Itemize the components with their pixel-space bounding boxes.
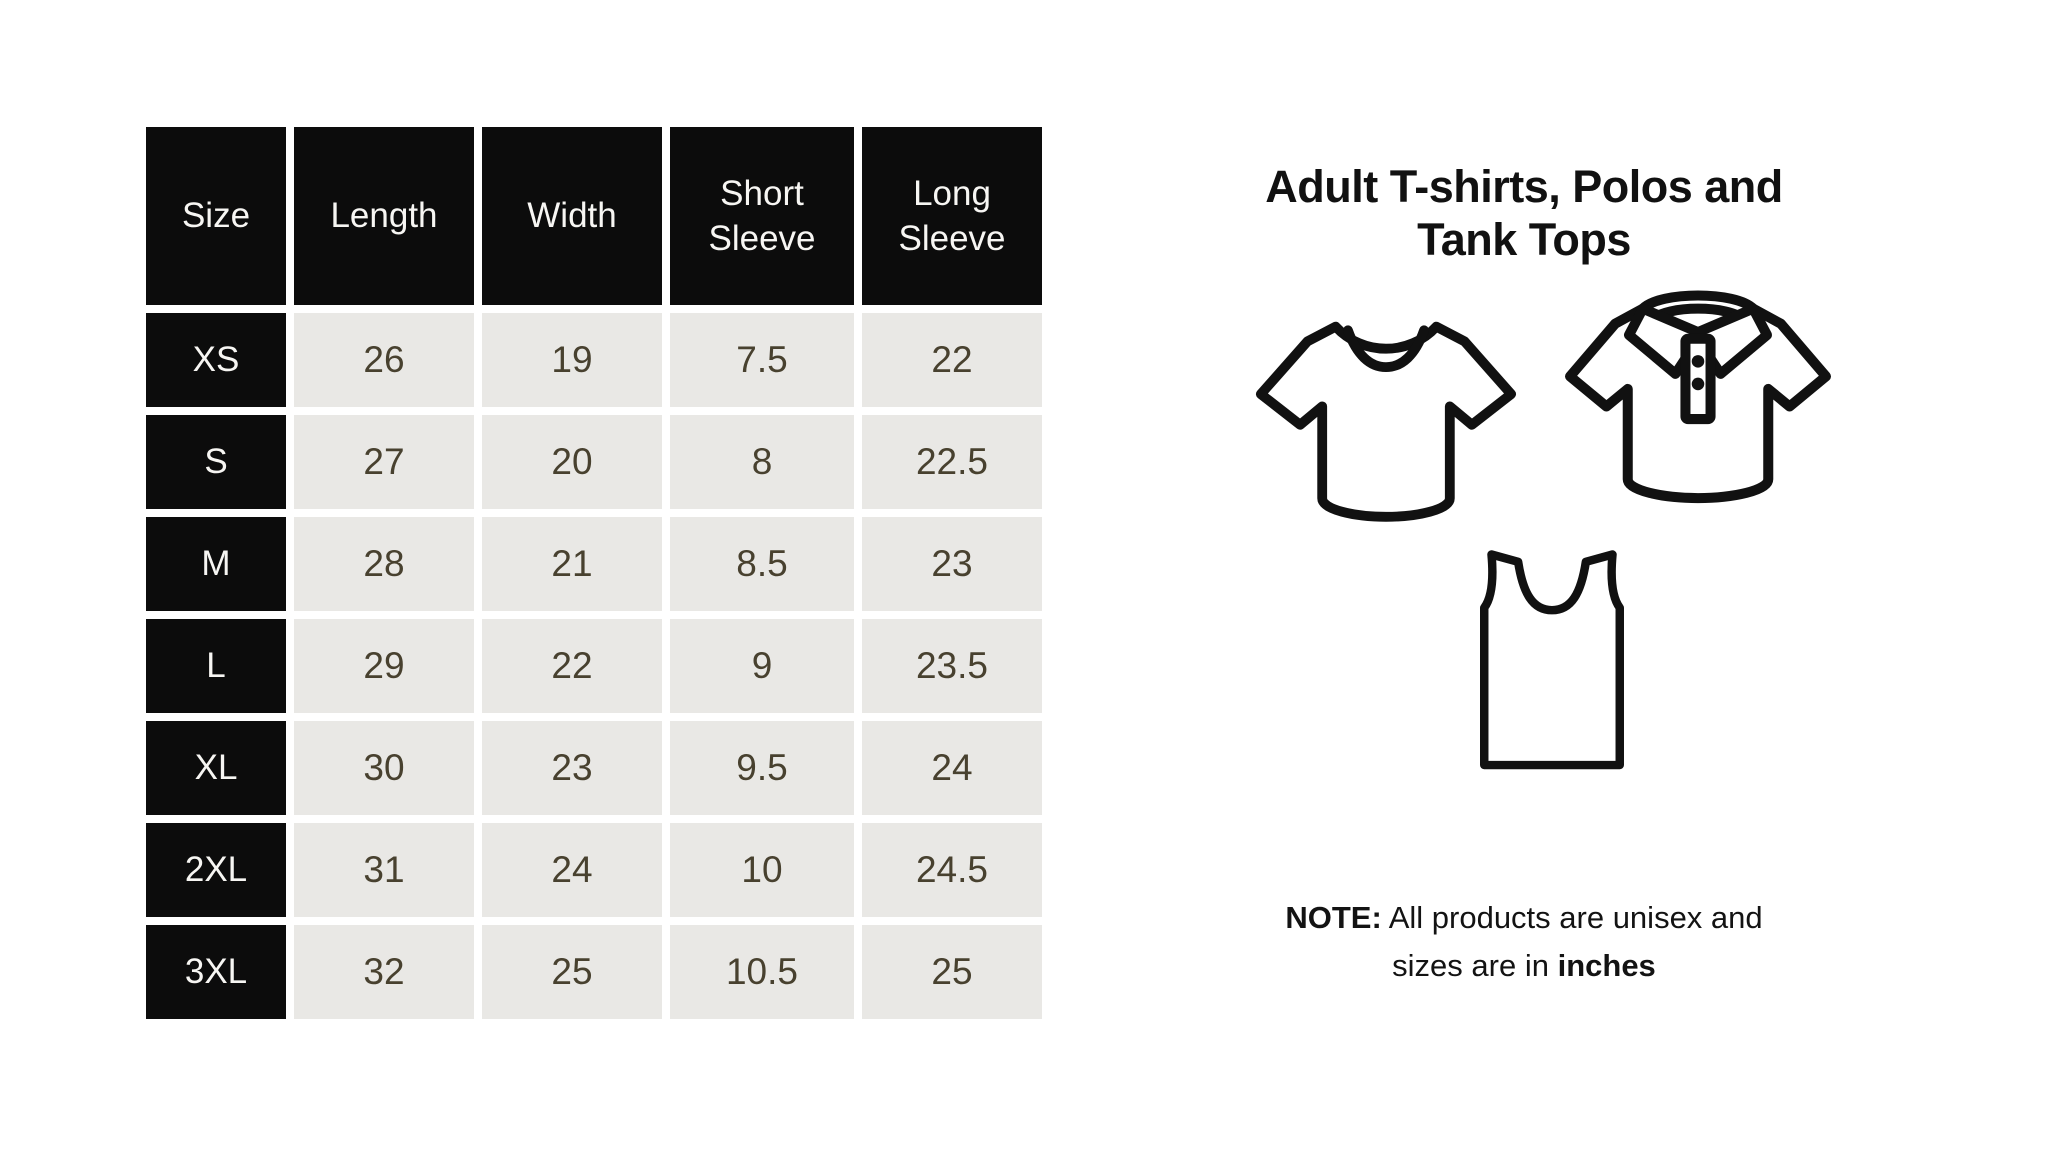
table-row-xs bbox=[146, 313, 1042, 407]
size-cell: XL bbox=[146, 721, 286, 815]
size-cell: S bbox=[146, 415, 286, 509]
measurement-cell: 10 bbox=[670, 823, 854, 917]
table-row-l bbox=[146, 619, 1042, 713]
size-table bbox=[138, 119, 1050, 1027]
measurement-cell: 20 bbox=[482, 415, 662, 509]
measurement-cell: 19 bbox=[482, 313, 662, 407]
size-cell: 2XL bbox=[146, 823, 286, 917]
page-title bbox=[1124, 160, 1924, 266]
table-row-m bbox=[146, 517, 1042, 611]
measurement-cell: 25 bbox=[482, 925, 662, 1019]
measurement-cell: 23.5 bbox=[862, 619, 1042, 713]
header-length: Length bbox=[294, 127, 474, 305]
size-cell: L bbox=[146, 619, 286, 713]
page-title-line1: Adult T-shirts, Polos and bbox=[1265, 161, 1783, 212]
measurement-cell: 24 bbox=[862, 721, 1042, 815]
measurement-cell: 31 bbox=[294, 823, 474, 917]
measurement-cell: 30 bbox=[294, 721, 474, 815]
table-row-xl bbox=[146, 721, 1042, 815]
size-table-region bbox=[138, 119, 1050, 1027]
size-cell: XS bbox=[146, 313, 286, 407]
measurement-cell: 9.5 bbox=[670, 721, 854, 815]
measurement-cell: 9 bbox=[670, 619, 854, 713]
measurement-cell: 24.5 bbox=[862, 823, 1042, 917]
measurement-cell: 8 bbox=[670, 415, 854, 509]
measurement-cell: 22.5 bbox=[862, 415, 1042, 509]
measurement-cell: 24 bbox=[482, 823, 662, 917]
note-text bbox=[1124, 894, 1924, 990]
size-table-body bbox=[146, 313, 1042, 1019]
size-cell: 3XL bbox=[146, 925, 286, 1019]
measurement-cell: 21 bbox=[482, 517, 662, 611]
tank-top-icon bbox=[1455, 540, 1649, 782]
size-table-header bbox=[146, 127, 1042, 305]
measurement-cell: 22 bbox=[482, 619, 662, 713]
measurement-cell: 25 bbox=[862, 925, 1042, 1019]
note-line1: All products are unisex and bbox=[1388, 900, 1763, 936]
header-row bbox=[146, 127, 1042, 305]
table-row-s bbox=[146, 415, 1042, 509]
polo-shirt-icon bbox=[1560, 281, 1836, 532]
info-panel bbox=[1124, 0, 1924, 1152]
size-cell: M bbox=[146, 517, 286, 611]
measurement-cell: 7.5 bbox=[670, 313, 854, 407]
note-unit: inches bbox=[1557, 948, 1656, 984]
table-row-3xl bbox=[146, 925, 1042, 1019]
measurement-cell: 27 bbox=[294, 415, 474, 509]
measurement-cell: 32 bbox=[294, 925, 474, 1019]
measurement-cell: 8.5 bbox=[670, 517, 854, 611]
measurement-cell: 22 bbox=[862, 313, 1042, 407]
note-label: NOTE: bbox=[1285, 900, 1382, 936]
table-row-2xl bbox=[146, 823, 1042, 917]
measurement-cell: 26 bbox=[294, 313, 474, 407]
header-short-sleeve: Short Sleeve bbox=[670, 127, 854, 305]
measurement-cell: 10.5 bbox=[670, 925, 854, 1019]
garment-illustrations bbox=[1124, 278, 1924, 798]
t-shirt-icon bbox=[1251, 307, 1521, 534]
measurement-cell: 28 bbox=[294, 517, 474, 611]
measurement-cell: 23 bbox=[482, 721, 662, 815]
measurement-cell: 23 bbox=[862, 517, 1042, 611]
note-line2: sizes are in bbox=[1392, 948, 1549, 984]
measurement-cell: 29 bbox=[294, 619, 474, 713]
header-long-sleeve: Long Sleeve bbox=[862, 127, 1042, 305]
header-size: Size bbox=[146, 127, 286, 305]
header-width: Width bbox=[482, 127, 662, 305]
page-title-line2: Tank Tops bbox=[1417, 214, 1631, 266]
